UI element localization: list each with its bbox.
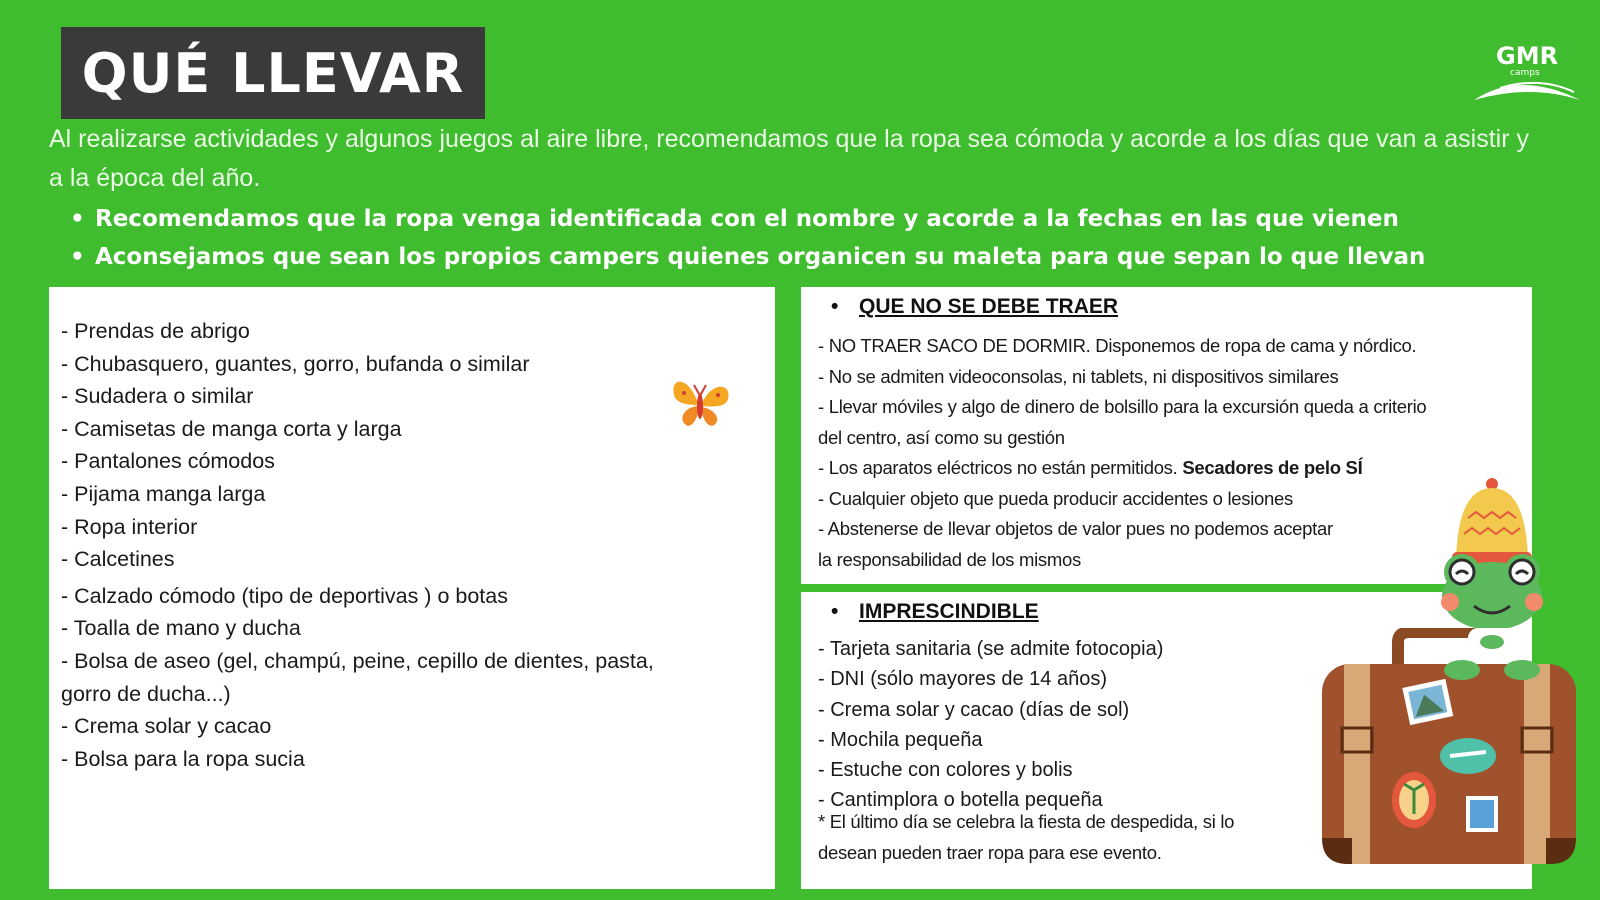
hair-dryer-note: Secadores de pelo SÍ bbox=[1182, 457, 1363, 478]
list-item: gorro de ducha...) bbox=[61, 681, 231, 706]
list-item: - Chubasquero, guantes, gorro, bufanda o similar bbox=[61, 351, 530, 376]
list-item: - Ropa interior bbox=[61, 514, 198, 539]
intro-text: Al realizarse actividades y algunos juegos al aire libre, recomendamos que la ropa sea cómoda y acorde a los días que van a asistir y a la época del año. bbox=[49, 125, 1529, 192]
list-item: - Pijama manga larga bbox=[61, 481, 266, 506]
list-item: - Sudadera o similar bbox=[61, 384, 254, 409]
recommendation-item: • Aconsejamos que sean los propios campers quienes organicen su maleta para que sepan lo que llevan bbox=[70, 244, 1426, 270]
list-item: - DNI (sólo mayores de 14 años) bbox=[818, 668, 1108, 691]
butterfly-icon bbox=[668, 373, 732, 433]
list-item: la responsabilidad de los mismos bbox=[818, 548, 1081, 570]
list-item: - Pantalones cómodos bbox=[61, 449, 275, 474]
list-item: - Los aparatos eléctricos no están permitidos. Secadores de pelo SÍ bbox=[818, 457, 1363, 478]
list-item: - Crema solar y cacao (días de sol) bbox=[818, 698, 1130, 721]
not-allowed-list bbox=[818, 331, 1518, 575]
gmr-camps-logo bbox=[1470, 40, 1590, 110]
list-item: - Toalla de mano y ducha bbox=[61, 616, 301, 641]
list-item: - Camisetas de manga corta y larga bbox=[61, 416, 402, 441]
list-item: - Cantimplora o botella pequeña bbox=[818, 789, 1103, 812]
frog-mascot-icon bbox=[1432, 478, 1552, 683]
list-item: del centro, así como su gestión bbox=[818, 426, 1065, 448]
list-item: - Crema solar y cacao bbox=[61, 714, 272, 739]
not-allowed-heading: • QUE NO SE DEBE TRAER bbox=[831, 295, 1119, 318]
clothing-list bbox=[61, 315, 654, 775]
list-item: - Abstenerse de llevar objetos de valor pues no podemos aceptar bbox=[818, 518, 1333, 539]
essential-heading: • IMPRESCINDIBLE bbox=[831, 600, 1039, 623]
recommendation-list bbox=[70, 200, 1570, 276]
list-item: - Cualquier objeto que pueda producir accidentes o lesiones bbox=[818, 487, 1293, 509]
list-item: - Llevar móviles y algo de dinero de bolsillo para la excursión queda a criterio bbox=[818, 396, 1427, 417]
list-item: - No se admiten videoconsolas, ni tablets, ni dispositivos similares bbox=[818, 365, 1339, 387]
not-allowed-panel bbox=[801, 287, 1532, 584]
list-item: - Bolsa de aseo (gel, champú, peine, cepillo de dientes, pasta, bbox=[61, 648, 654, 673]
recommendation-item: • Recomendamos que la ropa venga identificada con el nombre y acorde a la fechas en las que vienen bbox=[70, 206, 1399, 232]
list-item: - Tarjeta sanitaria (se admite fotocopia) bbox=[818, 638, 1164, 660]
list-item: - Calzado cómodo (tipo de deportivas ) o botas bbox=[61, 583, 508, 608]
page-title: QUÉ LLEVAR bbox=[61, 27, 485, 119]
list-item: - Mochila pequeña bbox=[818, 728, 983, 751]
list-item: - Calcetines bbox=[61, 547, 175, 572]
logo-sub: camps bbox=[1510, 68, 1540, 78]
essential-list bbox=[818, 634, 1298, 816]
farewell-note: * El último día se celebra la fiesta de despedida, si lo desean pueden traer ropa para ese evento. bbox=[818, 811, 1235, 863]
list-item: - NO TRAER SACO DE DORMIR. Disponemos de ropa de cama y nórdico. bbox=[818, 335, 1417, 356]
clothing-panel bbox=[49, 287, 775, 889]
logo-brand: GMR bbox=[1496, 42, 1559, 70]
list-item: - Estuche con colores y bolis bbox=[818, 759, 1073, 782]
list-item: - Prendas de abrigo bbox=[61, 319, 250, 343]
list-item: - Bolsa para la ropa sucia bbox=[61, 746, 305, 771]
